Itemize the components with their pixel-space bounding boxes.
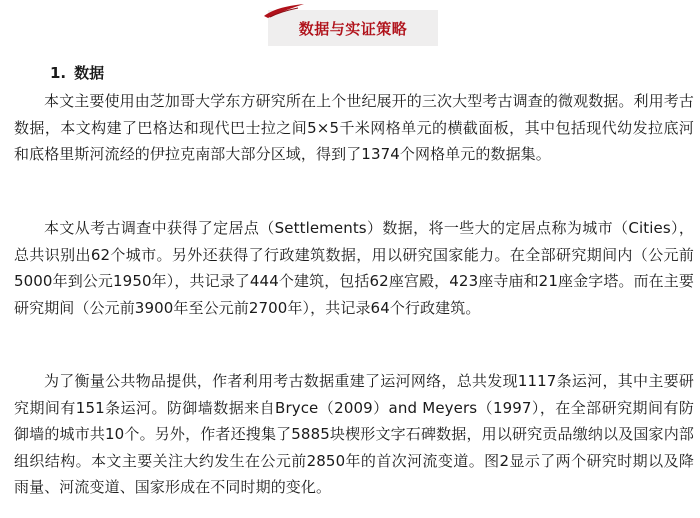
- paragraph-2: 本文从考古调查中获得了定居点（Settlements）数据，将一些大的定居点称为城市（Cities），总共识别出62个城市。另外还获得了行政建筑数据，用以研究国家能力。在全部研究期间内（公元前5000年到公元1950年），共记录了444个建筑，包括62座宫殿，423座寺庙和21座金字塔。而在主要研究期间（公元前3900年至公元前2700年），共记录64个行政建筑。: [14, 219, 694, 317]
- section-title: 数据与实证策略: [298, 19, 408, 38]
- subsection-heading: [50, 62, 104, 84]
- subsection-heading-text: 数据: [74, 64, 105, 82]
- subsection-number: 1.: [50, 64, 67, 82]
- brush-stroke-icon: [262, 2, 306, 20]
- paragraph-3: 为了衡量公共物品提供，作者利用考古数据重建了运河网络，总共发现1117条运河，其中主要研究期间有151条运河。防御墙数据来自Bryce（2009）and Meyers（1997），在全部研究期间有防御墙的城市共10个。另外，作者还搜集了5885块楔形文字石碑数据，用以研究贡品缴纳以及国家内部组织结构。本文主要关注大约发生在公元前2850年的首次河流变道。图2显示了两个研究时期以及降雨量、河流变道、国家形成在不同时期的变化。: [14, 372, 694, 496]
- paragraph-1: 本文主要使用由芝加哥大学东方研究所在上个世纪展开的三次大型考古调查的微观数据。利用考古数据，本文构建了巴格达和现代巴士拉之间5×5千米网格单元的横截面板，其中包括现代幼发拉底河和底格里斯河流经的伊拉克南部大部分区域，得到了1374个网格单元的数据集。: [14, 92, 694, 163]
- section-title-banner: [268, 6, 438, 46]
